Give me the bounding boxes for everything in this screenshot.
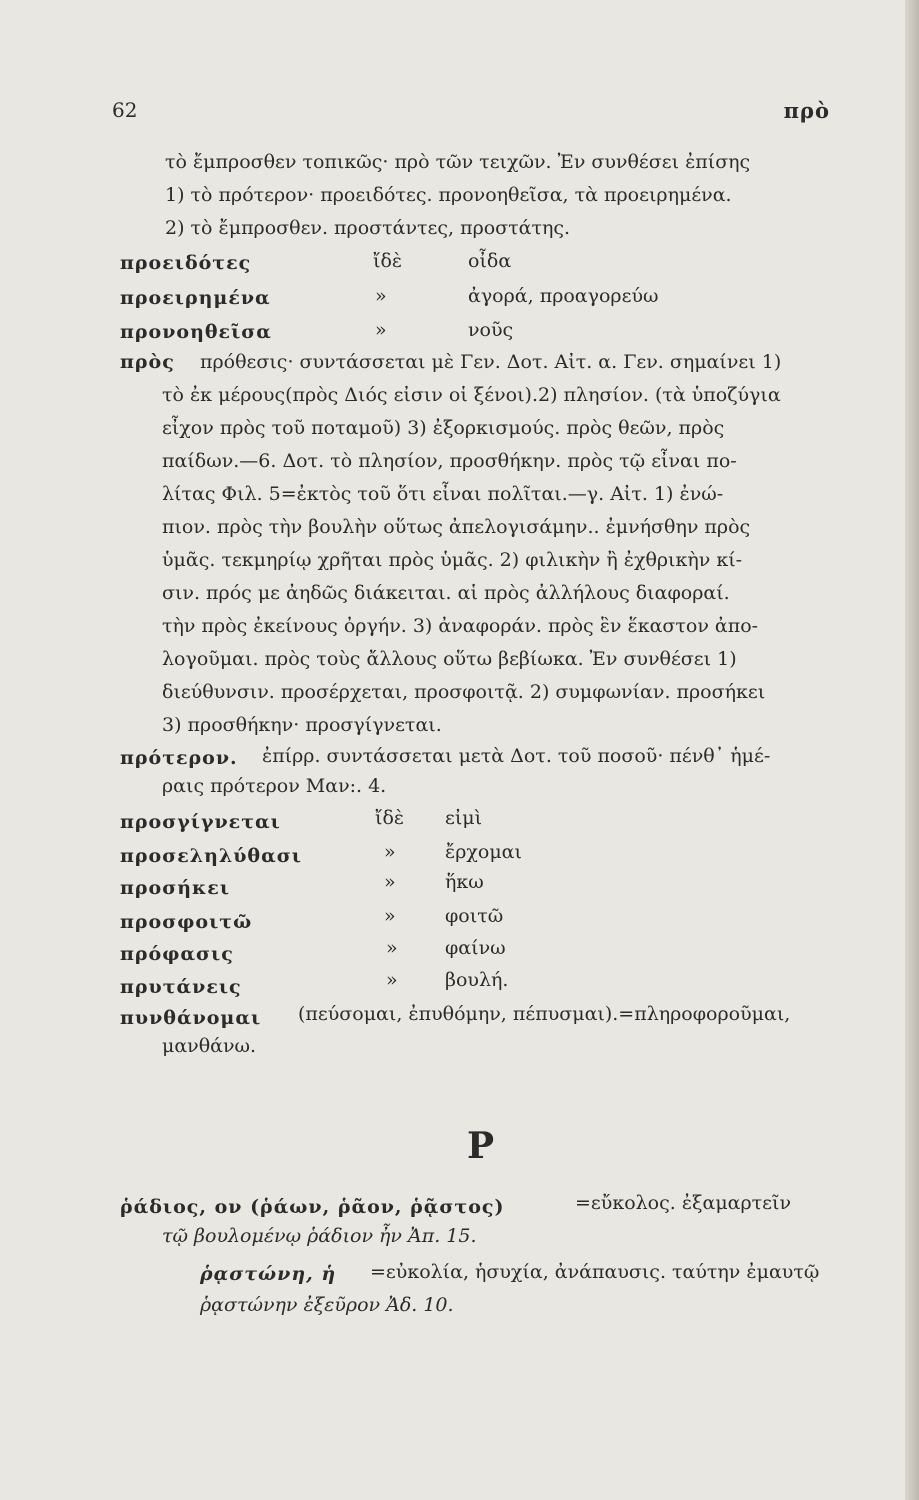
section-letter: Ρ xyxy=(467,1125,495,1167)
ref-marker: » xyxy=(375,285,387,307)
entry-line: ὑμᾶς. τεκμηρίῳ χρῆται πρὸς ὑμᾶς. 2) φιλικὴν ἢ ἐχθρικὴν κί- xyxy=(162,549,743,571)
ref-target: βουλή. xyxy=(445,969,509,991)
entry-line: τὸ ἐκ μέρους(πρὸς Διός εἰσιν οἱ ξένοι).2) πλησίον. (τὰ ὑποζύγια xyxy=(162,384,781,406)
running-head: πρὸ xyxy=(783,98,830,123)
intro-line: 1) τὸ πρότερον· προειδότες. προνοηθεῖσα, τὰ προειρημένα. xyxy=(165,184,732,206)
page-header xyxy=(112,98,830,128)
ref-marker: » xyxy=(375,319,387,341)
ref-target: οἶδα xyxy=(468,250,512,272)
ref-marker: » xyxy=(386,937,398,959)
ref-headword: προσφοιτῶ xyxy=(120,911,253,933)
entry-line: ῥᾳστώνην ἐξεῦρον Ἀδ. 10. xyxy=(200,1294,454,1316)
entry-line: μανθάνω. xyxy=(162,1035,257,1057)
entry-line: σιν. πρός με ἀηδῶς διάκειται. αἱ πρὸς ἀλλήλους διαφοραί. xyxy=(162,582,730,604)
page-number: 62 xyxy=(112,98,138,122)
intro-line: 2) τὸ ἔμπροσθεν. προστάντες, προστάτης. xyxy=(165,217,571,239)
ref-target: ἔρχομαι xyxy=(445,841,522,863)
entry-line: τὴν πρὸς ἐκείνους ὀργήν. 3) ἀναφοράν. πρὸς ἓν ἕκαστον ἀπο- xyxy=(162,615,759,637)
entry-line: (πεύσομαι, ἐπυθόμην, πέπυσμαι).=πληροφοροῦμαι, xyxy=(298,1003,791,1025)
entry-headword: πρότερον. xyxy=(120,747,238,769)
ref-headword: προσεληλύθασι xyxy=(120,845,302,867)
ref-target: φοιτῶ xyxy=(445,905,504,927)
ref-headword: προνοηθεῖσα xyxy=(120,321,272,343)
entry-headword: πυνθάνομαι xyxy=(120,1007,262,1029)
ref-marker: » xyxy=(384,905,396,927)
ref-marker: ἴδὲ xyxy=(375,807,405,829)
ref-marker: » xyxy=(386,969,398,991)
ref-headword: προειρημένα xyxy=(120,287,271,309)
entry-headword: ῥάδιος, ον (ῥάων, ῥᾶον, ῥᾷστος) xyxy=(120,1196,505,1218)
ref-headword: πρυτάνεις xyxy=(120,976,242,998)
ref-target: ἀγορά, προαγορεύω xyxy=(468,285,659,307)
ref-target: νοῦς xyxy=(468,319,514,341)
ref-headword: προειδότες xyxy=(120,252,252,274)
ref-marker: » xyxy=(384,841,396,863)
entry-line: ραις πρότερον Μαν:. 4. xyxy=(162,775,387,797)
ref-target: εἰμὶ xyxy=(445,807,483,829)
entry-line: λογοῦμαι. πρὸς τοὺς ἄλλους οὕτω βεβίωκα. Ἐν συνθέσει 1) xyxy=(162,648,737,670)
entry-line: πιον. πρὸς τὴν βουλὴν οὕτως ἀπελογισάμην.. ἐμνήσθην πρὸς xyxy=(162,516,751,538)
entry-line: =εὔκολος. ἐξαμαρτεῖν xyxy=(575,1192,792,1214)
ref-target: ἥκω xyxy=(445,871,484,893)
entry-line: παίδων.—6. Δοτ. τὸ πλησίον, προσθήκην. πρὸς τῷ εἶναι πο- xyxy=(162,450,737,472)
entry-headword: ῥᾳστώνη, ἡ xyxy=(200,1263,337,1285)
entry-line: τῷ βουλομένῳ ῥάδιον ἦν Ἀπ. 15. xyxy=(162,1225,477,1247)
ref-marker: ἴδὲ xyxy=(373,250,403,272)
ref-headword: πρόφασις xyxy=(120,943,234,965)
entry-line: εἶχον πρὸς τοῦ ποταμοῦ) 3) ἐξορκισμούς. πρὸς θεῶν, πρὸς xyxy=(162,417,725,439)
entry-headword: πρὸς xyxy=(120,351,175,373)
page-edge xyxy=(905,0,919,1500)
ref-headword: προσγίγνεται xyxy=(120,811,281,833)
intro-line: τὸ ἔμπροσθεν τοπικῶς· πρὸ τῶν τειχῶν. Ἐν συνθέσει ἐπίσης xyxy=(165,151,751,173)
entry-line: πρόθεσις· συντάσσεται μὲ Γεν. Δοτ. Αἰτ. α. Γεν. σημαίνει 1) xyxy=(200,351,782,373)
entry-line: λίτας Φιλ. 5=ἐκτὸς τοῦ ὅτι εἶναι πολῖται.—γ. Αἰτ. 1) ἐνώ- xyxy=(162,483,724,505)
entry-line: διεύθυνσιν. προσέρχεται, προσφοιτᾷ. 2) συμφωνίαν. προσήκει xyxy=(162,681,766,703)
ref-target: φαίνω xyxy=(445,937,506,959)
ref-headword: προσήκει xyxy=(120,877,231,899)
entry-line: ἐπίρρ. συντάσσεται μετὰ Δοτ. τοῦ ποσοῦ· πένθ᾽ ἡμέ- xyxy=(262,745,771,767)
entry-line: 3) προσθήκην· προσγίγνεται. xyxy=(162,714,442,736)
ref-marker: » xyxy=(384,871,396,893)
entry-line: =εὐκολία, ἡσυχία, ἀνάπαυσις. ταύτην ἐμαυτῷ xyxy=(370,1261,820,1283)
